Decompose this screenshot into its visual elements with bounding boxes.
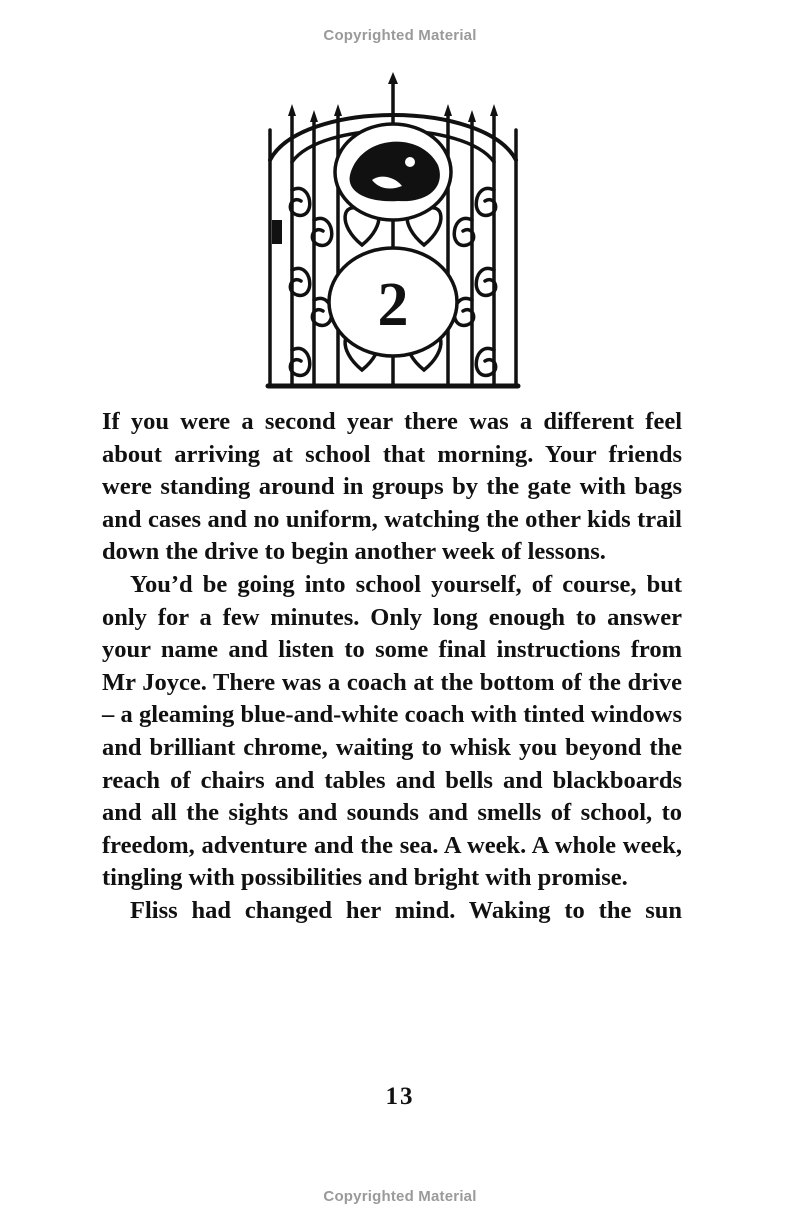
paragraph-3: Fliss had changed her mind. Waking to the sun bbox=[130, 896, 682, 924]
body-text bbox=[102, 406, 682, 928]
chapter-heading-gate bbox=[262, 70, 524, 392]
gate-illustration bbox=[262, 70, 524, 392]
page-number: 13 bbox=[385, 1083, 415, 1110]
paragraph-2: You’d be going into school yourself, of course, but only for a few minutes. Only long enough to answer your name and listen to some final instructions from Mr Joyce. There was a coach at the bottom of the drive – a gleaming blue-and-white coach with tinted windows and brilliant chrome, waiting to whisk you beyond the reach of chairs and tables and bells and blackboards and all the sights and sounds and smells of school, to freedom, adventure and the sea. A week. A whole week, tingling with possibilities and bright with promise. bbox=[102, 570, 682, 892]
copyright-watermark-bottom: Copyrighted Material bbox=[323, 1188, 477, 1205]
paragraph-1: If you were a second year there was a different feel about arriving at school that morning. Your friends were standing around in groups by the gate with bags and cases and no uniform, watching the other kids trail down the drive to begin another week of lessons. bbox=[102, 408, 682, 566]
copyright-watermark-top: Copyrighted Material bbox=[323, 27, 477, 44]
chapter-number: 2 bbox=[377, 271, 409, 339]
